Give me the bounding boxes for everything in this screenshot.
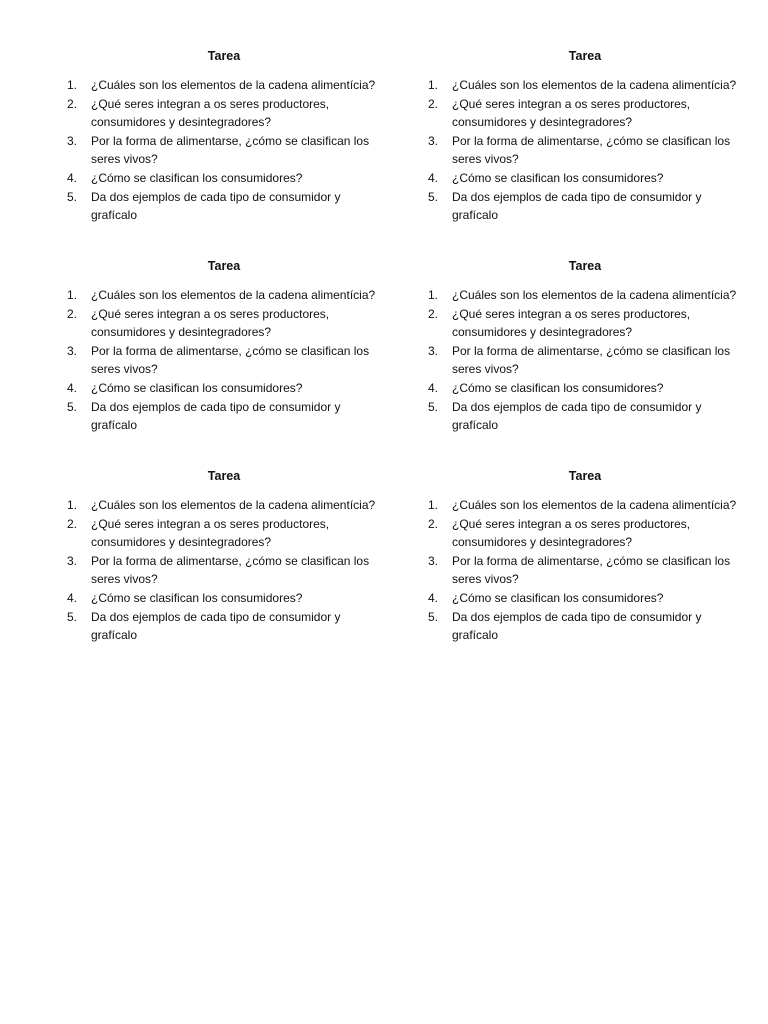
question-text: Por la forma de alimentarse, ¿cómo se clasifican los seres vivos?	[452, 133, 731, 167]
block-title: Tarea	[207, 49, 241, 63]
question-number: 3.	[428, 553, 439, 568]
question-list	[64, 496, 384, 645]
question-number: 5.	[428, 399, 439, 414]
question-text: Da dos ejemplos de cada tipo de consumidor y grafícalo	[452, 609, 702, 643]
homework-block	[64, 48, 384, 225]
question-number: 4.	[428, 380, 439, 395]
question-item	[64, 589, 384, 608]
question-item	[64, 305, 384, 342]
question-text: ¿Qué seres integran a os seres productores, consumidores y desintegradores?	[91, 306, 330, 340]
question-number: 4.	[67, 380, 78, 395]
homework-block	[425, 48, 745, 225]
block-title: Tarea	[207, 259, 241, 273]
question-text: Da dos ejemplos de cada tipo de consumidor y grafícalo	[452, 399, 702, 433]
question-text: ¿Qué seres integran a os seres productores, consumidores y desintegradores?	[452, 96, 691, 130]
question-item	[425, 496, 745, 515]
question-item	[425, 398, 745, 435]
question-item	[64, 132, 384, 169]
question-number: 1.	[428, 78, 439, 92]
question-item	[425, 305, 745, 342]
question-text: Da dos ejemplos de cada tipo de consumidor y grafícalo	[91, 399, 341, 433]
question-item	[64, 76, 384, 95]
question-number: 3.	[428, 343, 439, 358]
question-item	[64, 188, 384, 225]
question-number: 5.	[67, 189, 78, 204]
question-item	[425, 169, 745, 188]
question-number: 3.	[428, 133, 439, 148]
question-item	[425, 608, 745, 645]
question-number: 4.	[67, 590, 78, 605]
question-text: Da dos ejemplos de cada tipo de consumidor y grafícalo	[91, 609, 341, 643]
question-item	[425, 188, 745, 225]
question-number: 4.	[67, 170, 78, 185]
homework-block	[425, 258, 745, 435]
question-number: 2.	[67, 516, 78, 531]
question-item	[64, 398, 384, 435]
question-item	[64, 286, 384, 305]
question-text: ¿Qué seres integran a os seres productores, consumidores y desintegradores?	[452, 516, 691, 550]
block-title: Tarea	[568, 49, 602, 63]
question-item	[425, 286, 745, 305]
question-item	[425, 132, 745, 169]
question-number: 2.	[428, 306, 439, 321]
question-text: ¿Cuáles son los elementos de la cadena alimentícia?	[91, 288, 376, 302]
question-item	[425, 515, 745, 552]
question-number: 2.	[67, 306, 78, 321]
question-text: Por la forma de alimentarse, ¿cómo se clasifican los seres vivos?	[91, 343, 370, 377]
question-number: 1.	[67, 498, 78, 512]
question-text: ¿Cómo se clasifican los consumidores?	[452, 380, 664, 395]
question-text: ¿Cómo se clasifican los consumidores?	[452, 590, 664, 605]
question-item	[64, 608, 384, 645]
question-text: Por la forma de alimentarse, ¿cómo se clasifican los seres vivos?	[91, 133, 370, 167]
question-number: 2.	[67, 96, 78, 111]
question-text: Da dos ejemplos de cada tipo de consumidor y grafícalo	[452, 189, 702, 223]
question-text: Da dos ejemplos de cada tipo de consumidor y grafícalo	[91, 189, 341, 223]
question-list	[425, 496, 745, 645]
question-text: ¿Cómo se clasifican los consumidores?	[91, 590, 303, 605]
homework-block	[425, 468, 745, 645]
question-number: 3.	[67, 343, 78, 358]
question-number: 2.	[428, 516, 439, 531]
question-item	[64, 379, 384, 398]
question-number: 1.	[428, 498, 439, 512]
question-text: ¿Cómo se clasifican los consumidores?	[452, 170, 664, 185]
question-text: ¿Cuáles son los elementos de la cadena alimentícia?	[452, 498, 737, 512]
question-number: 1.	[67, 288, 78, 302]
question-number: 4.	[428, 590, 439, 605]
question-text: Por la forma de alimentarse, ¿cómo se clasifican los seres vivos?	[452, 553, 731, 587]
question-item	[425, 76, 745, 95]
block-title: Tarea	[568, 469, 602, 483]
question-number: 5.	[428, 189, 439, 204]
question-number: 3.	[67, 133, 78, 148]
question-text: ¿Cuáles son los elementos de la cadena alimentícia?	[452, 78, 737, 92]
question-text: ¿Qué seres integran a os seres productores, consumidores y desintegradores?	[91, 96, 330, 130]
question-number: 2.	[428, 96, 439, 111]
question-item	[425, 95, 745, 132]
question-text: ¿Qué seres integran a os seres productores, consumidores y desintegradores?	[452, 306, 691, 340]
question-item	[64, 342, 384, 379]
question-number: 1.	[67, 78, 78, 92]
question-text: Por la forma de alimentarse, ¿cómo se clasifican los seres vivos?	[91, 553, 370, 587]
question-number: 5.	[67, 609, 78, 624]
block-title: Tarea	[207, 469, 241, 483]
question-list	[425, 76, 745, 225]
homework-block	[64, 468, 384, 645]
question-text: ¿Cuáles son los elementos de la cadena alimentícia?	[452, 288, 737, 302]
question-list	[425, 286, 745, 435]
question-text: ¿Cómo se clasifican los consumidores?	[91, 380, 303, 395]
question-item	[64, 552, 384, 589]
question-text: ¿Cuáles son los elementos de la cadena alimentícia?	[91, 498, 376, 512]
question-text: Por la forma de alimentarse, ¿cómo se clasifican los seres vivos?	[452, 343, 731, 377]
question-item	[425, 589, 745, 608]
question-text: ¿Cuáles son los elementos de la cadena alimentícia?	[91, 78, 376, 92]
question-item	[64, 515, 384, 552]
question-item	[64, 496, 384, 515]
question-text: ¿Qué seres integran a os seres productores, consumidores y desintegradores?	[91, 516, 330, 550]
question-number: 3.	[67, 553, 78, 568]
question-list	[64, 76, 384, 225]
question-item	[425, 552, 745, 589]
question-number: 5.	[428, 609, 439, 624]
question-number: 4.	[428, 170, 439, 185]
question-item	[425, 379, 745, 398]
question-list	[64, 286, 384, 435]
block-title: Tarea	[568, 259, 602, 273]
question-item	[64, 95, 384, 132]
question-item	[425, 342, 745, 379]
question-number: 1.	[428, 288, 439, 302]
question-item	[64, 169, 384, 188]
homework-block	[64, 258, 384, 435]
question-number: 5.	[67, 399, 78, 414]
question-text: ¿Cómo se clasifican los consumidores?	[91, 170, 303, 185]
